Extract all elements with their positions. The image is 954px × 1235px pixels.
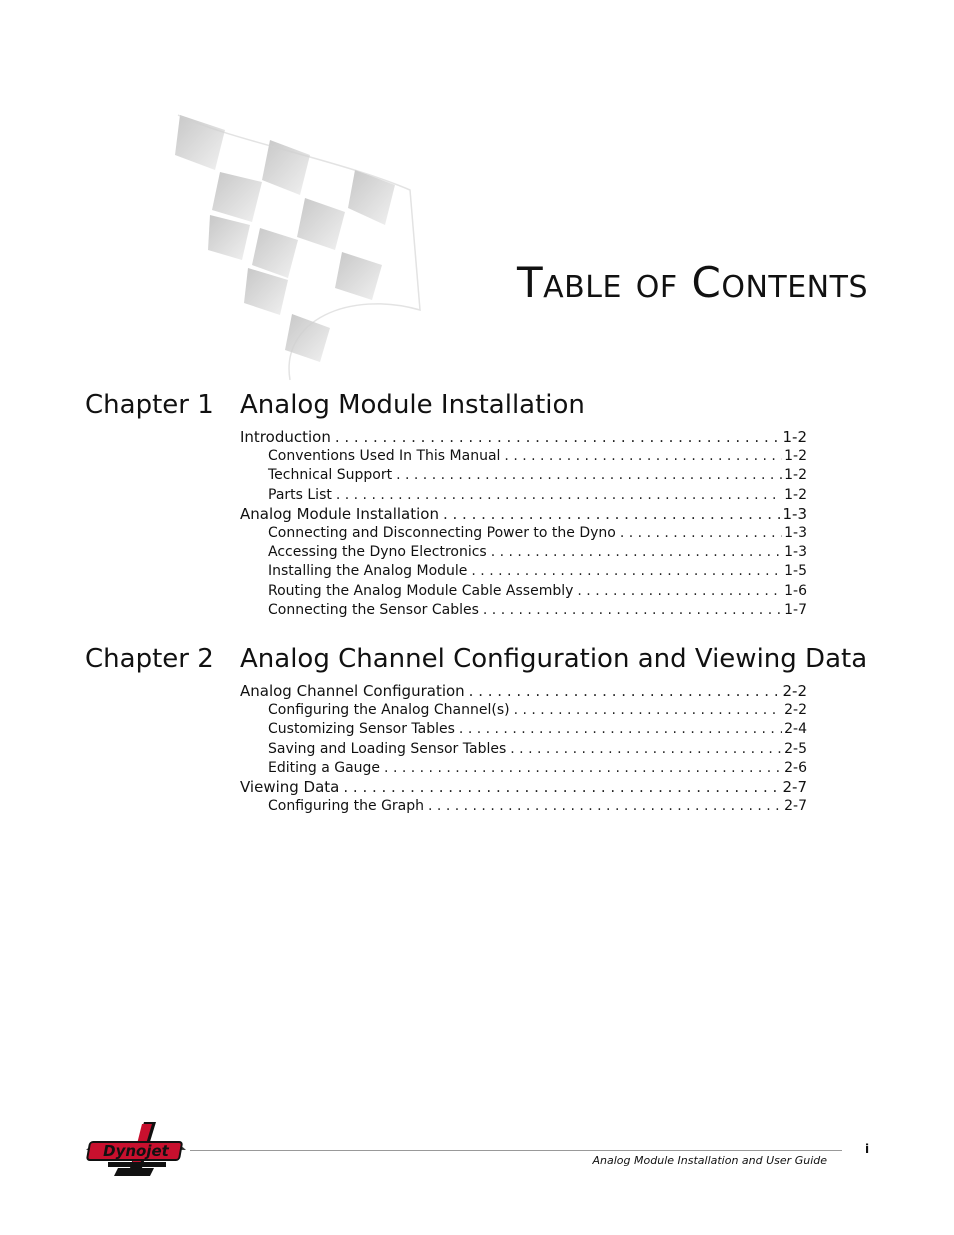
chapter-title: Analog Module Installation [240,390,585,420]
page-number: i [865,1142,870,1156]
toc-entry-page: 2-2 [782,682,807,700]
toc-entry-label: Editing a Gauge [268,759,381,776]
dot-leader [483,601,782,620]
toc-entry-label: Viewing Data [240,778,340,797]
toc-entry-label: Configuring the Analog Channel(s) [268,702,510,719]
toc-entry-label: Introduction [240,428,331,446]
dot-leader [469,682,781,701]
toc-entry-page: 1-2 [784,448,807,465]
chapter-number: Chapter 2 [85,644,214,674]
toc-entry-page: 1-2 [784,467,807,484]
toc-entry-label: Accessing the Dyno Electronics [268,544,487,561]
chapter-2-section [85,644,875,816]
dot-leader [577,582,782,601]
toc-entry[interactable] [240,428,807,447]
chapter-title: Analog Channel Configuration and Viewing Data [240,644,868,674]
dot-leader [510,740,782,759]
toc-entry-label: Saving and Loading Sensor Tables [268,740,507,757]
toc-entry[interactable] [240,601,807,620]
checkered-flag-icon [170,100,440,390]
toc-entry[interactable] [240,682,807,701]
toc-entry[interactable] [240,720,807,739]
dot-leader [428,797,782,816]
chapter-1-section [85,390,875,620]
dot-leader [459,720,782,739]
toc-entry-label: Configuring the Graph [268,798,425,815]
toc-entry-page: 2-7 [784,798,807,815]
toc-entry-page: 1-2 [782,428,807,446]
toc-entry[interactable] [240,505,807,524]
toc-entry-page: 1-2 [784,486,807,503]
footer-guide-title: Analog Module Installation and User Guide [592,1154,827,1167]
toc-entry[interactable] [240,778,807,797]
toc-entry-list [240,682,807,816]
toc-entry[interactable] [240,759,807,778]
toc-entry-page: 1-6 [784,582,807,599]
footer-divider [190,1150,842,1151]
toc-entry-label: Routing the Analog Module Cable Assembly [268,582,574,599]
toc-entry[interactable] [240,562,807,581]
chapter-number: Chapter 1 [85,390,214,420]
dot-leader [504,447,782,466]
toc-entry-page: 2-5 [784,740,807,757]
toc-entry-label: Analog Module Installation [240,504,439,523]
dot-leader [343,778,780,797]
toc-entry-label: Customizing Sensor Tables [268,721,455,738]
toc-entry-page: 1-7 [784,601,807,618]
toc-entry-label: Installing the Analog Module [268,563,468,580]
dot-leader [491,543,782,562]
toc-entry-label: Connecting and Disconnecting Power to the Dyno [268,525,616,542]
toc-entry-page: 1-5 [784,563,807,580]
toc-entry[interactable] [240,582,807,601]
toc-entry-page: 2-6 [784,759,807,776]
toc-entry[interactable] [240,486,807,505]
toc-entry[interactable] [240,543,807,562]
toc-entry[interactable] [240,740,807,759]
dot-leader [396,466,782,485]
toc-entry-page: 1-3 [784,544,807,561]
toc-entry-label: Analog Channel Configuration [240,682,465,700]
toc-entry[interactable] [240,797,807,816]
dot-leader [443,505,781,524]
toc-entry-page: 2-2 [784,702,807,719]
toc-entry-page: 1-3 [782,504,807,523]
toc-entry-page: 2-7 [782,778,807,797]
toc-entry[interactable] [240,447,807,466]
toc-entry-page: 1-3 [784,525,807,542]
toc-entry-label: Conventions Used In This Manual [268,448,501,465]
toc-entry[interactable] [240,466,807,485]
dynojet-logo [84,1120,188,1180]
page-title: TABLE OF CONTENTS [516,258,868,307]
dot-leader [335,428,781,447]
dot-leader [620,524,782,543]
toc-entry-label: Technical Support [268,467,393,484]
dot-leader [384,759,782,778]
dot-leader [514,701,783,720]
svg-text:Dynojet: Dynojet [103,1142,169,1160]
toc-entry[interactable] [240,701,807,720]
toc-entry[interactable] [240,524,807,543]
dot-leader [336,486,782,505]
dot-leader [471,562,782,581]
toc-entry-page: 2-4 [784,721,807,738]
toc-entry-list [240,428,807,620]
toc-entry-label: Connecting the Sensor Cables [268,601,479,618]
toc-entry-label: Parts List [268,486,332,503]
